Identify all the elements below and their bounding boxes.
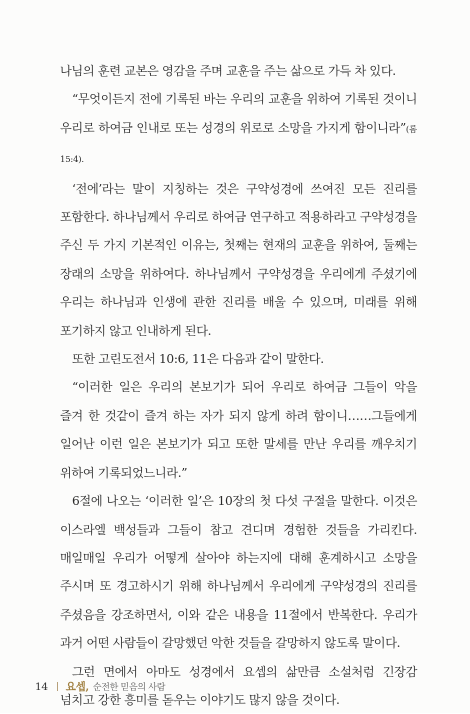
page-footer bbox=[35, 679, 165, 694]
footer-divider bbox=[57, 682, 58, 691]
paragraph-7: 그런 면에서 아마도 성경에서 요셉의 삶만큼 소설처럼 긴장감 넘치고 강한 흥미를 돋우는 이야기도 많지 않을 것이다. bbox=[60, 664, 417, 707]
page-number: 14 bbox=[35, 681, 48, 693]
book-title: 요셉, bbox=[65, 681, 89, 693]
paragraph-5-quote: “이러한 일은 우리의 본보기가 되어 우리로 하여금 그들이 악을 즐겨 한 것같이 즐겨 하는 자가 되지 않게 하려 함이니……그들에게 일어난 이런 일은 본보기가 되고 또한 말세를 만난 우리를 깨우치기 위하여 기록되었느니라.” bbox=[60, 380, 417, 480]
paragraph-4: 또한 고린도전서 10:6, 11은 다음과 같이 말한다. bbox=[72, 352, 324, 367]
paragraph-2-quote bbox=[60, 85, 417, 174]
quote-reference: (롬 15:4). bbox=[60, 124, 417, 166]
book-subtitle: 순전한 믿음의 사람 bbox=[92, 683, 166, 693]
quote-text: “무엇이든지 전에 기록된 바는 우리의 교훈을 위하여 기록된 것이니 우리로 하여금 인내로 또는 성경의 위로로 소망을 가지게 함이니라” bbox=[60, 92, 417, 135]
paragraph-6: 6절에 나오는 ‘이러한 일’은 10장의 첫 다섯 구절을 말한다. 이것은 이스라엘 백성들과 그들이 참고 견디며 경험한 것들을 가리킨다. 매일매일 우리가 어떻게 살아야 하는지에 대해 훈계하시고 소망을 주시며 또 경고하시기 위해 하나님께서 우리에게 구약성경의 진리를 주셨음을 강조하면서, 이와 같은 내용을 11절에서 반복한다. 우리가 과거 어떤 사람들이 갈망했던 악한 것들을 갈망하지 않도록 말이다. bbox=[60, 494, 417, 651]
paragraph-1: 나님의 훈련 교본은 영감을 주며 교훈을 주는 삶으로 가득 차 있다. bbox=[60, 64, 396, 78]
body-text bbox=[60, 57, 417, 714]
paragraph-3: ‘전에’라는 말이 지칭하는 것은 구약성경에 쓰여진 모든 진리를 포함한다. 하나님께서 우리로 하여금 연구하고 적용하라고 구약성경을 주신 두 가지 기본적인 이유는, 첫째는 현재의 교훈을 위하여, 둘째는 장래의 소망을 위하여다. 하나님께서 구약성경을 우리에게 주셨기에 우리는 하나님과 인생에 관한 진리를 배울 수 있으며, 미래를 위해 포기하지 않고 인내하게 된다. bbox=[60, 181, 417, 338]
